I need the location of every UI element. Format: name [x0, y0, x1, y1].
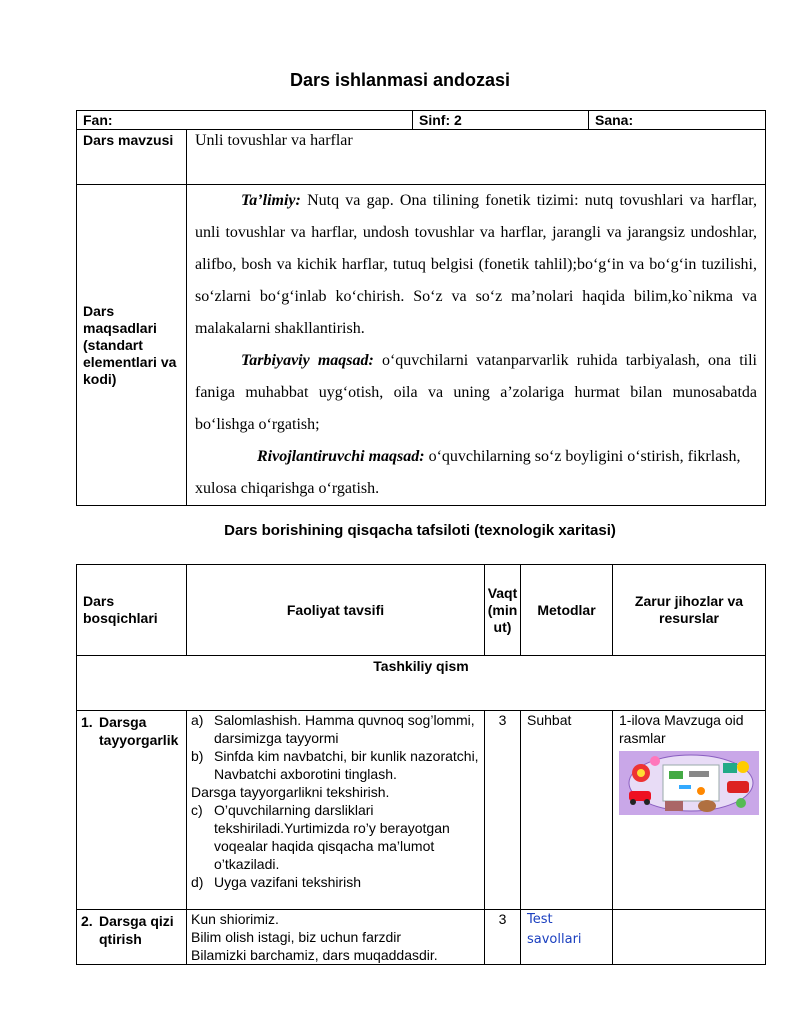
activity-line: Kun shiorimiz. [191, 911, 279, 927]
tashkiliy-qism: Tashkiliy qism [77, 656, 766, 711]
goals-label: Dars maqsadlari (standart elementlari va kodi) [77, 185, 187, 506]
midline-text: Darsga tayyorgarlikni tekshirish. [191, 784, 390, 800]
sana-cell: Sana: [589, 111, 766, 130]
rivoj-label: Rivojlantiruvchi maqsad: [257, 448, 425, 465]
rivoj-text: o‘quvchilarning so‘z boyligini o‘stirish, fikrlash, xulosa chiqarishga o‘rgatish. [195, 448, 741, 497]
stage-name: Darsga tayyorgarlik [99, 714, 179, 748]
tarbiyaviy-text: o‘quvchilarni vatanparvarlik ruhida tarbiyalash, ona tili faniga muhabbat uyg‘otish, oila va uning a’zolariga hurmat bilan munosabatda bo‘lishga o‘rgatish; [195, 352, 758, 433]
resource-cell [613, 711, 766, 910]
activity-line: Bilim olish istagi, biz uchun farzdir [191, 929, 402, 945]
table-row [77, 711, 766, 910]
talimiy-label: Ta’limiy: [241, 192, 301, 209]
talimiy-text: Nutq va gap. Ona tilining fonetik tizimi: nutq tovushlari va harflar, unli tovushlar va harflar, undosh tovushlar va harflar, jarangli va jarangsiz undoshlar, alifbo, bosh va kichik harflar, tutuq belgisi (fonetik tahlil);bo‘g‘in va bo‘g‘in tuzilishi, so‘zlarni bo‘g‘inlab ko‘chirish. So‘z va so‘z ma’nolari haqida bilim,ko`nikma va malakalarni shakllantirish. [195, 192, 757, 337]
time-header: Vaqt (minut) [485, 565, 521, 656]
activity-line: Bilamizki barchamiz, dars muqaddasdir. [191, 947, 438, 963]
section-row [77, 656, 766, 711]
list-item: d) Uyga vazifani tekshirish [191, 874, 362, 890]
time-cell: 3 [485, 910, 521, 965]
table-row [77, 910, 766, 965]
stage-number: 2. [81, 913, 93, 929]
activity-header: Faoliyat tavsifi [187, 565, 485, 656]
header-row [77, 111, 766, 130]
fan-cell: Fan: [77, 111, 413, 130]
stage-number: 1. [81, 714, 93, 730]
lesson-info-table [76, 110, 766, 506]
method-cell: Test savollari [521, 910, 613, 965]
plan-header-row [77, 565, 766, 656]
topic-value: Unli tovushlar va harflar [187, 130, 766, 185]
topic-label: Dars mavzusi [77, 130, 187, 185]
resources-header: Zarur jihozlar va resurslar [613, 565, 766, 656]
goals-text [187, 185, 766, 506]
topic-row [77, 130, 766, 185]
page-title: Dars ishlanmasi andozasi [289, 70, 511, 90]
toys-collage-image [619, 751, 759, 815]
activity-cell [187, 910, 485, 965]
resource-text: 1-ilova Mavzuga oid rasmlar [619, 712, 744, 746]
method-cell: Suhbat [521, 711, 613, 910]
methods-header: Metodlar [521, 565, 613, 656]
stages-header: Dars bosqichlari [77, 565, 187, 656]
stage-name: Darsga qiziqtirish [99, 913, 174, 947]
list-item: a) Salomlashish. Hamma quvnoq sog’lommi, darsimizga tayyormi [191, 712, 475, 746]
lesson-plan-table [76, 564, 766, 965]
stage-cell [77, 711, 187, 910]
list-item: b) Sinfda kim navbatchi, bir kunlik nazoratchi, Navbatchi axborotini tinglash. [191, 748, 479, 782]
activity-cell [187, 711, 485, 910]
list-item: c) O’quvchilarning darsliklari tekshiriladi.Yurtimizda ro’y berayotgan voqealar haqida qisqacha ma’lumot o’tkaziladi. [191, 802, 450, 872]
stage-cell [77, 910, 187, 965]
tarbiyaviy-label: Tarbiyaviy maqsad: [241, 352, 374, 369]
time-cell: 3 [485, 711, 521, 910]
section-title: Dars borishining qisqacha tafsiloti (texnologik xaritasi) [224, 522, 616, 539]
resource-cell [613, 910, 766, 965]
sinf-cell: Sinf: 2 [413, 111, 589, 130]
goals-row [77, 185, 766, 506]
